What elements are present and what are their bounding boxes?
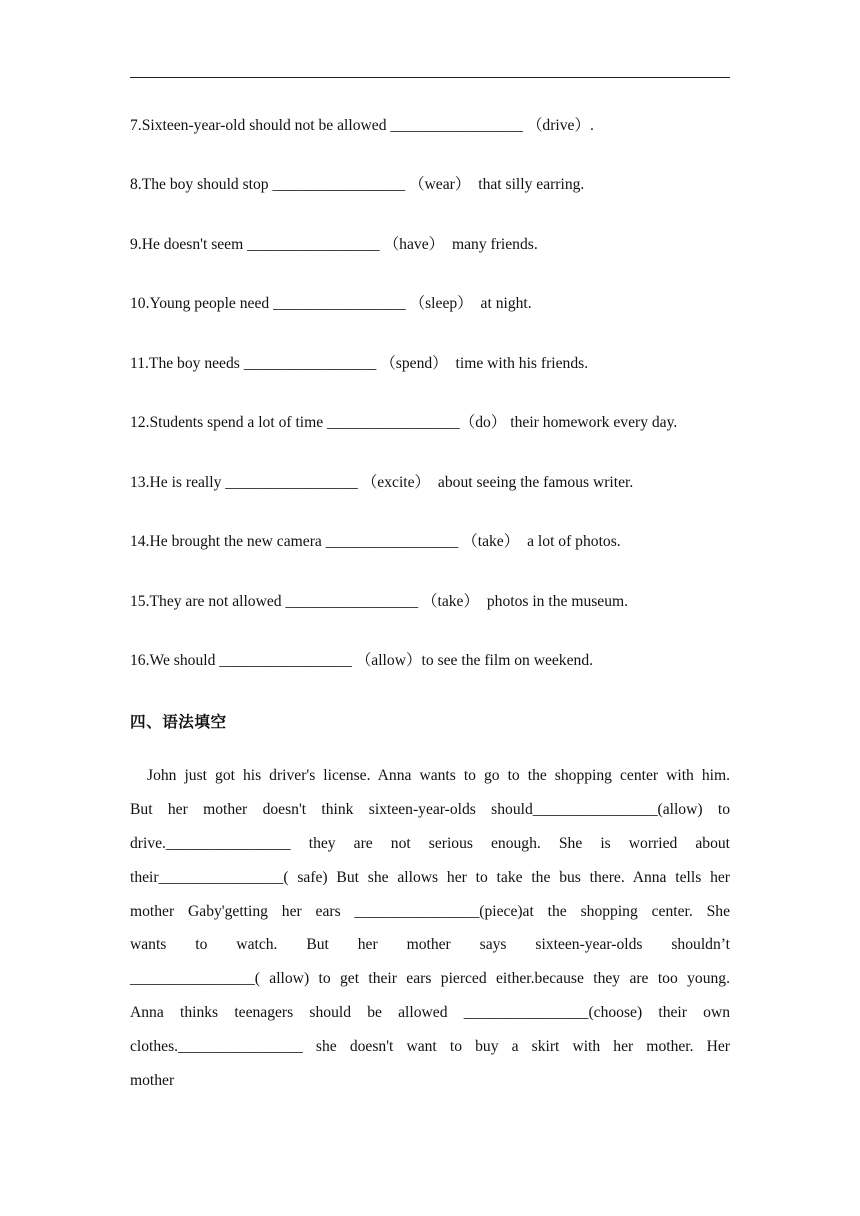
passage-line: wants to watch. But her mother says sixteen-year-olds shouldn’t: [130, 936, 730, 953]
passage-line: clothes.________________ she doesn't want to buy a skirt with her mother. Her: [130, 1038, 730, 1055]
passage-line: drive.________________ they are not serious enough. She is worried about: [130, 835, 730, 852]
question-12: 12.Students spend a lot of time _________________（do） their homework every day.: [130, 414, 678, 431]
section-heading: 四、语法填空: [130, 713, 227, 731]
question-8: 8.The boy should stop _________________ （wear） that silly earring.: [130, 176, 585, 193]
passage-line: ________________( allow) to get their ears pierced either.because they are too young.: [130, 970, 730, 987]
question-14: 14.He brought the new camera _________________ （take） a lot of photos.: [130, 533, 621, 550]
passage-line: their________________( safe) But she allows her to take the bus there. Anna tells her: [130, 869, 730, 886]
question-10: 10.Young people need _________________ （sleep） at night.: [130, 295, 532, 312]
passage-line: mother: [130, 1072, 175, 1089]
passage-line: John just got his driver's license. Anna wants to go to the shopping center with him.: [147, 767, 730, 784]
passage-line: But her mother doesn't think sixteen-year-olds should________________(allow) to: [130, 801, 730, 818]
question-11: 11.The boy needs _________________ （spend） time with his friends.: [130, 355, 589, 372]
passage-line: Anna thinks teenagers should be allowed ________________(choose) their own: [130, 1004, 730, 1021]
question-13: 13.He is really _________________ （excite） about seeing the famous writer.: [130, 474, 634, 491]
question-15: 15.They are not allowed _________________ （take） photos in the museum.: [130, 593, 629, 610]
header-rule: [130, 77, 730, 78]
question-7: 7.Sixteen-year-old should not be allowed _________________ （drive）.: [130, 117, 594, 134]
question-9: 9.He doesn't seem _________________ （have） many friends.: [130, 236, 538, 253]
passage-line: mother Gaby'getting her ears ________________(piece)at the shopping center. She: [130, 903, 730, 920]
question-16: 16.We should _________________ （allow）to see the film on weekend.: [130, 652, 594, 669]
